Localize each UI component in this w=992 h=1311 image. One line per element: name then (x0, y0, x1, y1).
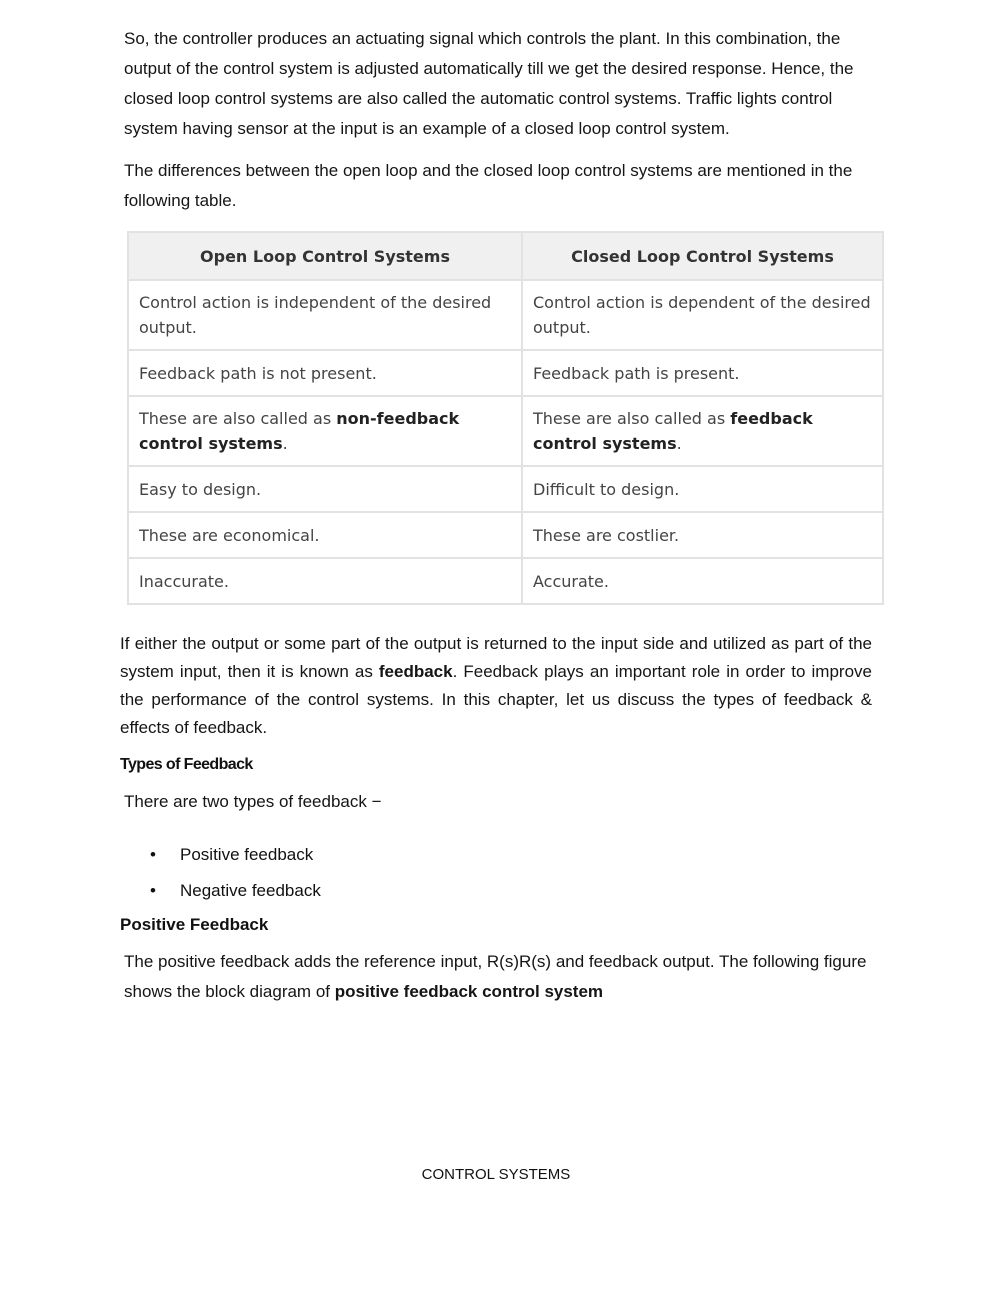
text-span: The positive feedback adds the reference input, R(s)R(s) and feedback output. The following figure shows the block diagram of (124, 952, 867, 1001)
section-heading-positive: Positive Feedback (120, 915, 269, 934)
cell-bold-text: feedback control systems (533, 409, 813, 453)
table-row (128, 350, 883, 396)
table-cell: Feedback path is present. (522, 350, 883, 396)
types-intro-paragraph: There are two types of feedback − (124, 792, 382, 811)
table-cell: These are economical. (128, 512, 522, 558)
cell-text: These are also called as (533, 409, 731, 428)
cell-period: . (282, 434, 288, 453)
list-item-label: Negative feedback (180, 881, 321, 900)
table-cell: Control action is dependent of the desired output. (522, 280, 883, 350)
table-row (128, 558, 883, 604)
header-closed-loop: Closed Loop Control Systems (522, 232, 883, 280)
table-row (128, 512, 883, 558)
text-span: If either the output or some part of the output is returned to the input side and utilized as part of the system input, then it is known as (120, 634, 872, 681)
positive-feedback-paragraph (124, 947, 870, 1007)
table-cell (522, 396, 883, 466)
cell-period: . (676, 434, 682, 453)
table-row (128, 466, 883, 512)
list-item-label: Positive feedback (180, 845, 314, 864)
comparison-table (127, 231, 884, 605)
table-header-row (128, 232, 883, 280)
bold-term: positive feedback control system (334, 982, 604, 1001)
feedback-definition-paragraph (120, 630, 872, 742)
bullet-icon: • (150, 881, 156, 900)
table-row (128, 280, 883, 350)
section-heading-types: Types of Feedback (120, 756, 253, 773)
bullet-icon: • (150, 845, 156, 864)
cell-text: These are also called as (139, 409, 337, 428)
table-cell: Control action is independent of the desired output. (128, 280, 522, 350)
table-cell: Inaccurate. (128, 558, 522, 604)
bold-term: feedback (378, 662, 453, 681)
table-cell (128, 396, 522, 466)
table-row (128, 396, 883, 466)
table-intro-paragraph: The differences between the open loop and the closed loop control systems are mentioned in the following table. (124, 161, 853, 210)
text-span: . Feedback plays an important role in order to improve the performance of the control systems. In this chapter, let us discuss the types of feedback & effects of feedback. (120, 662, 872, 737)
table-cell: Easy to design. (128, 466, 522, 512)
intro-paragraph: So, the controller produces an actuating signal which controls the plant. In this combination, the output of the control system is adjusted automatically till we get the desired response. Hence, the closed loop control systems are also called the automatic control systems. Traffic lights control system having sensor at the input is an example of a closed loop control system. (124, 29, 854, 138)
cell-bold-text: non-feedback control systems (139, 409, 460, 453)
table-cell: Feedback path is not present. (128, 350, 522, 396)
feedback-type-list (150, 840, 321, 912)
table-cell: Accurate. (522, 558, 883, 604)
header-open-loop: Open Loop Control Systems (128, 232, 522, 280)
list-item (150, 876, 321, 912)
table-cell: Difficult to design. (522, 466, 883, 512)
list-item (150, 840, 321, 876)
page-footer: CONTROL SYSTEMS (421, 1166, 571, 1183)
table-cell: These are costlier. (522, 512, 883, 558)
